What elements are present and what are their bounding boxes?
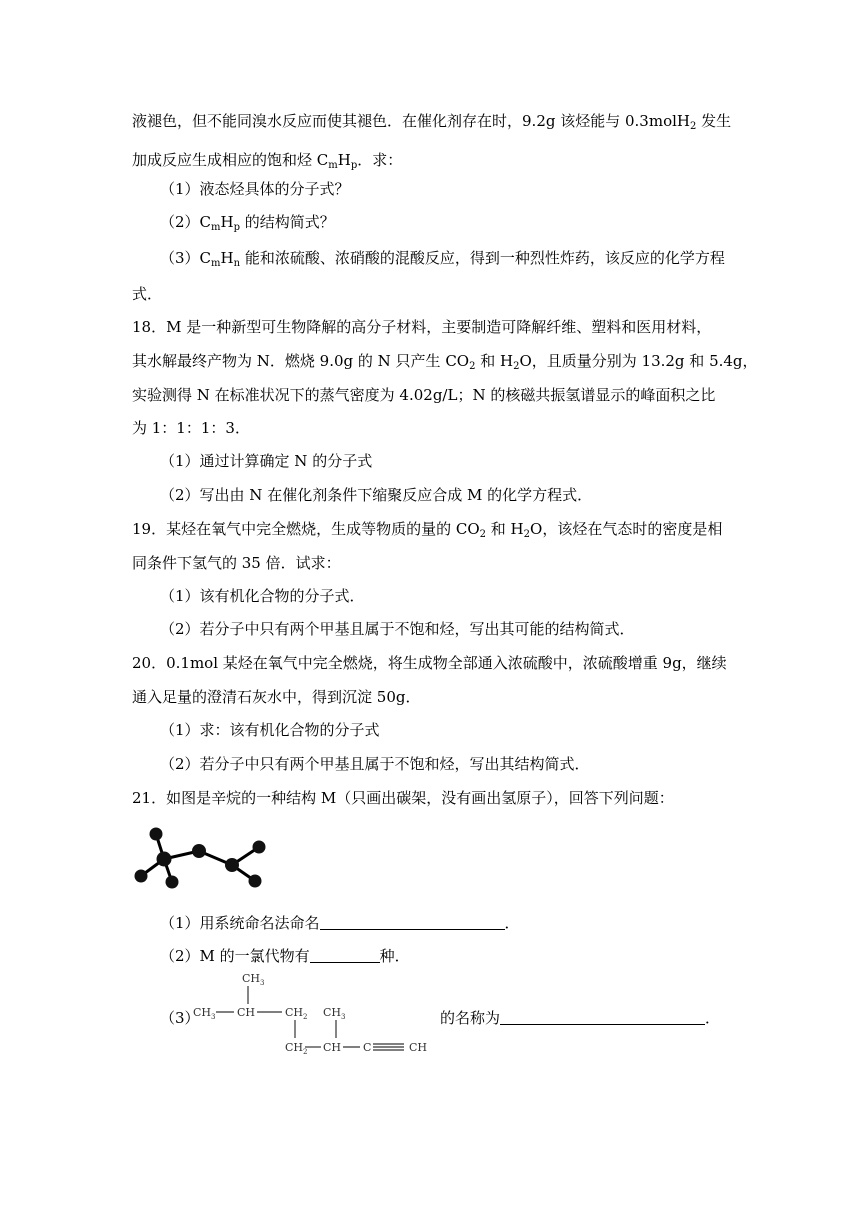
p21-text: 种． (379, 947, 410, 965)
subscript: 2 (523, 529, 531, 540)
subscript: 2 (469, 361, 476, 372)
p17-question-1: （1）液态烃具体的分子式？ (160, 180, 350, 198)
subscript: 2 (479, 529, 487, 540)
p18-text: O，且质量分别为 13.2g 和 5.4g， (519, 352, 758, 370)
p17-text: H (337, 151, 351, 169)
subscript: m (211, 222, 221, 233)
p18-text: 其水解最终产物为 N．燃烧 9.0g 的 N 只产生 CO (132, 352, 470, 370)
p17-text: 液褪色，但不能同溴水反应而使其褪色．在催化剂存在时，9.2g 该烃能与 0.3molH (132, 112, 690, 130)
p21-question-2 (160, 946, 410, 966)
formula-ch3-right: $CH_3$ (323, 1006, 346, 1021)
p19-line1 (132, 519, 722, 545)
p21-line1: 21．如图是辛烷的一种结构 M（只画出碳架，没有画出氢原子），回答下列问题： (132, 789, 674, 807)
subscript: n (233, 258, 241, 269)
formula-bottom-ch2: $CH_2$ (285, 1041, 308, 1056)
p20-question-2: （2）若分子中只有两个甲基且属于不饱和烃，写出其结构简式． (160, 755, 590, 773)
p19-text: 和 H (486, 520, 524, 538)
subscript: 2 (513, 361, 520, 372)
answer-blank-1[interactable] (320, 913, 505, 930)
p19-text: O，该烃在气态时的密度是相 (530, 520, 723, 538)
p19-question-1: （1）该有机化合物的分子式． (160, 587, 365, 605)
p17-text: H (220, 249, 234, 267)
p17-text: H (220, 213, 234, 231)
p17-text: 发生 (696, 112, 732, 130)
p21-question-3 (440, 1008, 720, 1028)
answer-blank-2[interactable] (310, 946, 380, 963)
formula-left-ch3: $CH_3$ (193, 1006, 216, 1021)
structural-formula (190, 970, 435, 1056)
p20-line2: 通入足量的澄清石灰水中，得到沉淀 50g． (132, 688, 421, 706)
p18-question-2: （2）写出由 N 在催化剂条件下缩聚反应合成 M 的化学方程式． (160, 486, 593, 504)
subscript: 2 (689, 121, 697, 132)
formula-top-ch3: $CH_3$ (242, 972, 265, 987)
formula-c: C (363, 1041, 372, 1054)
p17-text: ．求： (357, 151, 403, 169)
p21-text: 的名称为 (440, 1009, 501, 1027)
p20-question-1: （1）求：该有机化合物的分子式 (160, 721, 380, 739)
p17-text: 能和浓硫酸、浓硝酸的混酸反应，得到一种烈性炸药，该反应的化学方程 (240, 249, 725, 267)
formula-bottom-ch: CH (323, 1041, 342, 1054)
subscript: m (328, 160, 338, 171)
p21-text: （1）用系统命名法命名 (160, 914, 320, 932)
p21-text: ． (705, 1009, 721, 1027)
p18-line3: 实验测得 N 在标准状况下的蒸气密度为 4.02g/L；N 的核磁共振氢谱显示的峰面积之比 (132, 386, 716, 404)
p18-line1: 18．M 是一种新型可生物降解的高分子材料，主要制造可降解纤维、塑料和医用材料， (132, 318, 712, 336)
p17-text: 的结构简式？ (240, 213, 335, 231)
p17-question-3-cont: 式． (132, 285, 163, 303)
p18-line2 (132, 351, 758, 377)
p18-question-1: （1）通过计算确定 N 的分子式 (160, 452, 373, 470)
carbon-atoms (135, 828, 266, 889)
p21-text: （2）M 的一氯代物有 (160, 947, 310, 965)
p19-line2: 同条件下氢气的 35 倍．试求： (132, 554, 341, 572)
p17-line1 (132, 111, 731, 137)
p17-text: 加成反应生成相应的饱和烃 C (132, 151, 329, 169)
p17-text: （2）C (160, 213, 212, 231)
p17-question-3 (160, 248, 725, 274)
p17-line2 (132, 150, 402, 176)
p20-line1: 20．0.1mol 某烃在氧气中完全燃烧，将生成物全部通入浓硫酸中，浓硫酸增重 9g，继续 (132, 654, 727, 672)
formula-ch: CH (237, 1006, 256, 1019)
subscript: p (233, 222, 241, 233)
p17-text: （3）C (160, 249, 212, 267)
p18-text: 和 H (475, 352, 514, 370)
p21-question-1 (160, 913, 520, 933)
p18-line4: 为 1：1：1：3． (132, 419, 250, 437)
p21-text: ． (504, 914, 520, 932)
p17-question-2 (160, 212, 335, 238)
p19-text: 19．某烃在氧气中完全燃烧，生成等物质的量的 CO (132, 520, 480, 538)
octane-skeleton-figure (125, 822, 275, 894)
formula-ch2: $CH_2$ (285, 1006, 308, 1021)
formula-end-ch: CH (409, 1041, 428, 1054)
p21-question-3-label: （3） (160, 1009, 200, 1027)
answer-blank-3[interactable] (500, 1008, 705, 1025)
p19-question-2: （2）若分子中只有两个甲基且属于不饱和烃，写出其可能的结构简式． (160, 620, 635, 638)
subscript: m (211, 258, 221, 269)
subscript: p (350, 160, 358, 171)
